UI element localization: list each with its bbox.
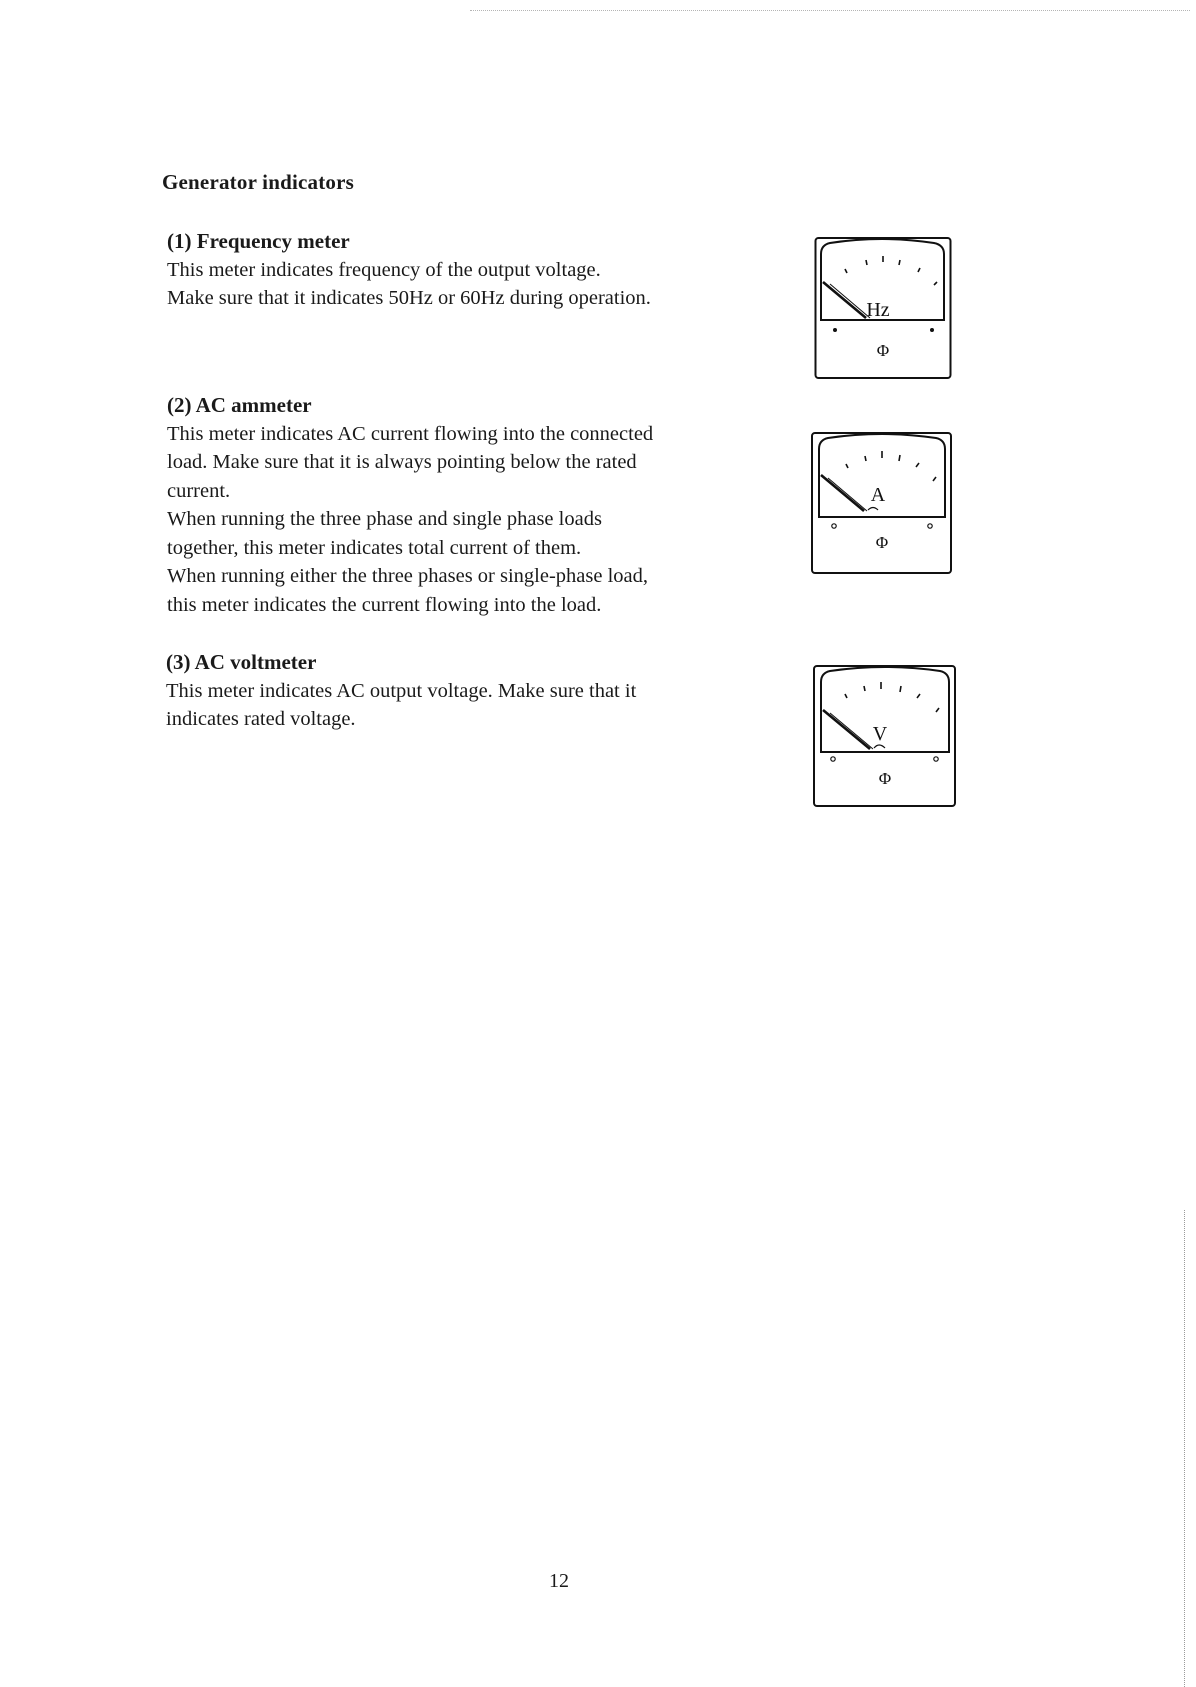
section-heading: (2) AC ammeter xyxy=(167,393,312,417)
section-frequency-meter xyxy=(167,227,767,313)
meter-drawing xyxy=(812,664,958,808)
ammeter-icon xyxy=(810,431,954,575)
section-line: indicates rated voltage. xyxy=(166,708,356,730)
section-line: together, this meter indicates total current of them. xyxy=(167,536,582,559)
section-line: this meter indicates the current flowing into the load. xyxy=(167,593,602,616)
scan-artifact-edge xyxy=(1184,1210,1185,1687)
section-line: current. xyxy=(167,479,231,502)
meter-unit-label: Hz xyxy=(866,299,890,321)
section-heading: (3) AC voltmeter xyxy=(166,650,317,674)
section-line: This meter indicates frequency of the output voltage. xyxy=(167,258,601,281)
page-number: 12 xyxy=(549,1570,569,1592)
section-ac-voltmeter xyxy=(166,648,766,734)
section-line: This meter indicates AC output voltage. Make sure that it xyxy=(166,679,637,702)
section-ac-ammeter xyxy=(167,391,767,619)
scan-artifact-top xyxy=(470,10,1190,11)
section-line: This meter indicates AC current flowing into the connected xyxy=(167,422,654,445)
section-line: When running the three phase and single phase loads xyxy=(167,508,602,530)
section-heading: (1) Frequency meter xyxy=(167,229,350,253)
adjust-screw-icon: Φ xyxy=(878,769,892,788)
adjust-screw-icon: Φ xyxy=(876,341,890,360)
section-line: load. Make sure that it is always pointing below the rated xyxy=(167,451,637,473)
voltmeter-icon xyxy=(812,664,958,808)
adjust-screw-icon: Φ xyxy=(875,533,889,552)
page-title: Generator indicators xyxy=(162,170,354,194)
section-line: When running either the three phases or single-phase load, xyxy=(167,565,649,587)
meter-drawing xyxy=(814,236,954,380)
meter-unit-label: V xyxy=(872,723,888,745)
meter-drawing xyxy=(810,431,954,575)
meter-unit-label: A xyxy=(870,484,886,506)
frequency-meter-icon xyxy=(814,236,954,380)
section-line: Make sure that it indicates 50Hz or 60Hz during operation. xyxy=(167,287,651,309)
